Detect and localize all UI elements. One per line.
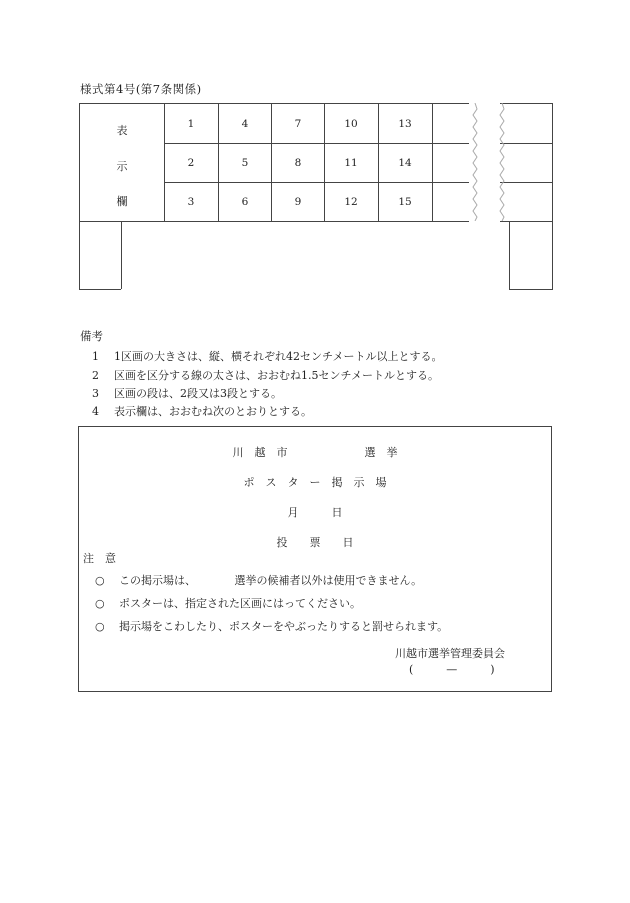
remark-text: 1区画の大きさは、縦、横それぞれ42センチメートル以上とする。 [114, 350, 443, 363]
section-number: 8 [294, 157, 302, 169]
caution-text: 掲示場をこわしたり、ポスターをやぶったりすると罰せられます。 [119, 620, 449, 633]
grid-line [79, 221, 469, 222]
circle-bullet-icon: ○ [95, 574, 105, 587]
grid-line [79, 289, 121, 290]
break-mark-left [468, 103, 482, 221]
circle-bullet-icon: ○ [95, 597, 105, 610]
section-number: 4 [241, 118, 249, 130]
notice-date-line: 月 日 [287, 506, 343, 519]
caution-item [95, 595, 361, 611]
section-number: 9 [294, 196, 302, 208]
section-number: 6 [241, 196, 249, 208]
section-number: 10 [344, 118, 358, 130]
remark-item [92, 367, 439, 383]
caution-item [95, 572, 422, 588]
section-number: 11 [344, 157, 358, 169]
notice-poster-board-line: ポ ス タ ー 掲 示 場 [243, 476, 387, 489]
remark-number: 1 [92, 350, 99, 363]
committee-name: 川越市選挙管理委員会 [395, 647, 505, 660]
grid-line [509, 289, 553, 290]
notice-board-sample [78, 426, 552, 692]
notice-election-line: 川 越 市 選 挙 [232, 446, 398, 459]
display-column-label-3: 欄 [116, 195, 128, 208]
remark-item [92, 385, 282, 401]
remark-item [92, 403, 312, 419]
grid-line [79, 103, 469, 104]
notice-voting-day-line: 投 票 日 [276, 536, 354, 549]
grid-line [500, 221, 553, 222]
remarks-title: 備考 [80, 329, 103, 343]
section-number: 5 [241, 157, 249, 169]
phone-placeholder: ( — ) [409, 663, 495, 676]
grid-line [432, 103, 433, 221]
remark-number: 2 [92, 369, 99, 382]
circle-bullet-icon: ○ [95, 620, 105, 633]
grid-line [509, 221, 510, 289]
caution-text: この掲示場は、 選挙の候補者以外は使用できません。 [119, 574, 423, 587]
caution-item [95, 618, 448, 634]
remark-item [92, 348, 443, 364]
section-number: 13 [398, 118, 412, 130]
section-number: 3 [187, 196, 195, 208]
section-number: 7 [294, 118, 302, 130]
grid-line [121, 221, 122, 289]
display-column-label-1: 表 [116, 124, 128, 137]
remark-number: 4 [92, 405, 99, 418]
section-number: 1 [187, 118, 195, 130]
remark-text: 区画の段は、2段又は3段とする。 [114, 387, 282, 400]
caution-label: 注 意 [83, 552, 116, 565]
remark-text: 区画を区分する線の太さは、おおむね1.5センチメートルとする。 [114, 369, 440, 382]
section-number: 14 [398, 157, 412, 169]
remark-number: 3 [92, 387, 99, 400]
grid-line [164, 143, 469, 144]
grid-line [552, 103, 553, 289]
caution-text: ポスターは、指定された区画にはってください。 [119, 597, 361, 610]
break-mark-right [495, 103, 509, 221]
form-title: 様式第4号(第7条関係) [80, 82, 202, 96]
section-number: 15 [398, 196, 412, 208]
remark-text: 表示欄は、おおむね次のとおりとする。 [114, 405, 312, 418]
display-column-label-2: 示 [116, 160, 128, 173]
grid-line [164, 182, 469, 183]
section-number: 2 [187, 157, 195, 169]
section-number: 12 [344, 196, 358, 208]
